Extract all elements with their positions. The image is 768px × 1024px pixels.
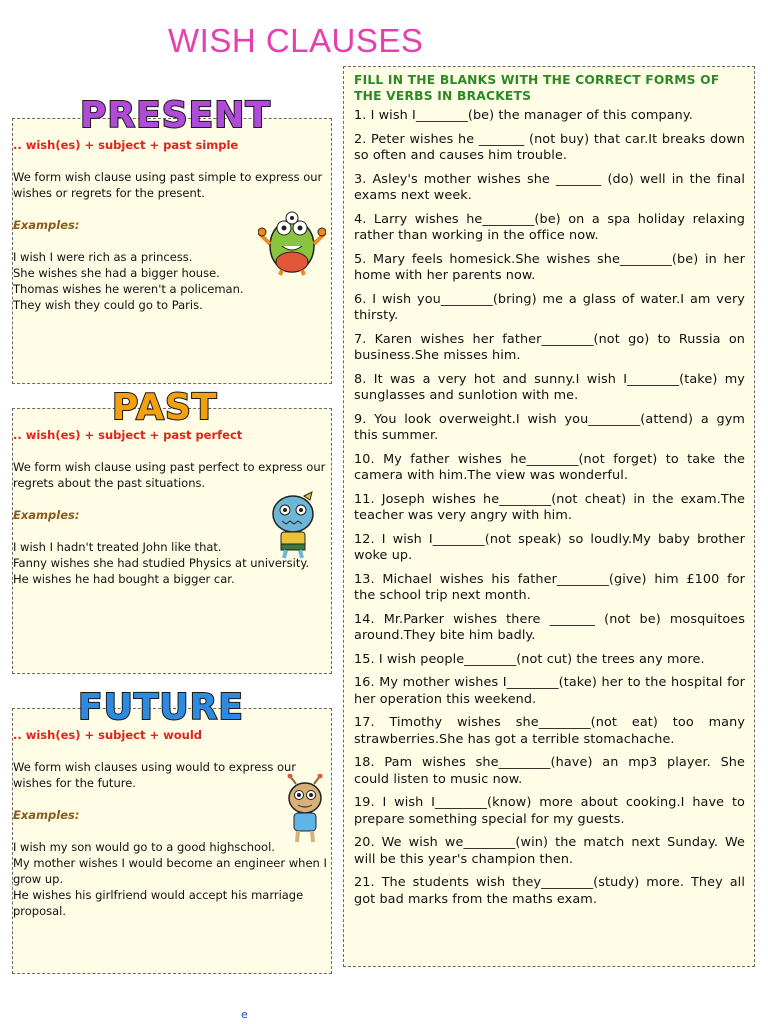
exercise-item: 18. Pam wishes she________(have) an mp3 player. She could listen to music now. — [354, 755, 745, 787]
past-example: I wish I hadn't treated John like that. — [13, 540, 222, 554]
future-example: proposal. — [13, 904, 67, 918]
future-example: grow up. — [13, 872, 64, 886]
past-example: He wishes he had bought a bigger car. — [13, 572, 235, 586]
exercise-item: 13. Michael wishes his father________(give) him £100 for the school trip next month. — [354, 571, 745, 603]
future-example: My mother wishes I would become an engineer when I — [13, 856, 327, 870]
present-desc-line: We form wish clause using past simple to express our — [13, 170, 323, 184]
future-examples-label: Examples: — [13, 808, 80, 822]
exercise-item: 2. Peter wishes he _______ (not buy) that car.It breaks down so often and causes him trouble. — [354, 131, 745, 163]
exercise-item: 3. Asley's mother wishes she _______ (do) well in the final exams next week. — [354, 171, 745, 203]
present-heading: PRESENT — [80, 95, 271, 136]
exercise-item: 9. You look overweight.I wish you________(attend) a gym this summer. — [354, 411, 745, 443]
exercise-instructions: FILL IN THE BLANKS WITH THE CORRECT FORMS OF THE VERBS IN BRACKETS — [354, 73, 720, 103]
exercise-item: 20. We wish we________(win) the match next Sunday. We will be this year's champion then. — [354, 835, 745, 867]
exercise-item: 4. Larry wishes he________(be) on a spa holiday relaxing rather than working in the office now. — [354, 211, 745, 243]
future-desc-line: We form wish clauses using would to express our — [13, 760, 297, 774]
present-example: They wish they could go to Paris. — [13, 298, 203, 312]
past-example: Fanny wishes she had studied Physics at university. — [13, 556, 310, 570]
footer-mark: e — [241, 1008, 248, 1021]
exercise-item: 10. My father wishes he________(not forget) to take the camera with him.The view was wonderful. — [354, 451, 745, 483]
present-rule: .. wish(es) + subject + past simple — [13, 138, 239, 152]
green-monster-icon — [258, 204, 326, 276]
present-example: I wish I were rich as a princess. — [13, 250, 193, 264]
present-desc-line: wishes or regrets for the present. — [13, 186, 205, 200]
exercise-item: 5. Mary feels homesick.She wishes she________(be) in her home with her parents now. — [354, 251, 745, 283]
exercise-item: 12. I wish I________(not speak) so loudly.My baby brother woke up. — [354, 531, 745, 563]
exercise-item: 6. I wish you________(bring) me a glass of water.I am very thirsty. — [354, 291, 745, 323]
future-example: I wish my son would go to a good highschool. — [13, 840, 275, 854]
exercise-item: 15. I wish people________(not cut) the trees any more. — [354, 651, 705, 667]
future-rule: .. wish(es) + subject + would — [13, 728, 202, 742]
exercise-item: 19. I wish I________(know) more about cooking.I have to prepare something special for my guests. — [354, 795, 745, 827]
exercise-box — [343, 66, 755, 967]
tan-monster-icon — [280, 774, 330, 846]
past-examples-label: Examples: — [13, 508, 80, 522]
future-example: He wishes his girlfriend would accept his marriage — [13, 888, 304, 902]
present-example: She wishes she had a bigger house. — [13, 266, 220, 280]
exercise-item: 1. I wish I________(be) the manager of this company. — [354, 108, 693, 123]
present-examples-label: Examples: — [13, 218, 80, 232]
page-title: WISH CLAUSES — [168, 22, 424, 59]
exercise-item: 21. The students wish they________(study) more. They all got bad marks from the maths exam. — [354, 875, 745, 907]
exercise-item: 14. Mr.Parker wishes there _______ (not be) mosquitoes around.They bite him badly. — [354, 611, 745, 643]
past-desc-line: We form wish clause using past perfect to express our — [13, 460, 326, 474]
exercise-item: 8. It was a very hot and sunny.I wish I________(take) my sunglasses and sunlotion with me. — [354, 371, 745, 403]
exercise-item: 11. Joseph wishes he________(not cheat) in the exam.The teacher was very angry with him. — [354, 491, 745, 523]
exercise-item: 17. Timothy wishes she________(not eat) too many strawberries.She has got a terrible stomachache. — [354, 715, 745, 747]
future-desc-line: wishes for the future. — [13, 776, 136, 790]
exercise-list — [354, 108, 745, 908]
present-example: Thomas wishes he weren't a policeman. — [13, 282, 244, 296]
exercise-item: 16. My mother wishes I________(take) her to the hospital for her operation this weekend. — [354, 675, 745, 707]
past-rule: .. wish(es) + subject + past perfect — [13, 428, 243, 442]
past-heading: PAST — [112, 387, 218, 428]
past-desc-line: regrets about the past situations. — [13, 476, 206, 490]
blue-monster-icon — [266, 490, 320, 560]
exercise-item: 7. Karen wishes her father________(not go) to Russia on business.She misses him. — [354, 331, 745, 363]
future-heading: FUTURE — [78, 687, 244, 728]
